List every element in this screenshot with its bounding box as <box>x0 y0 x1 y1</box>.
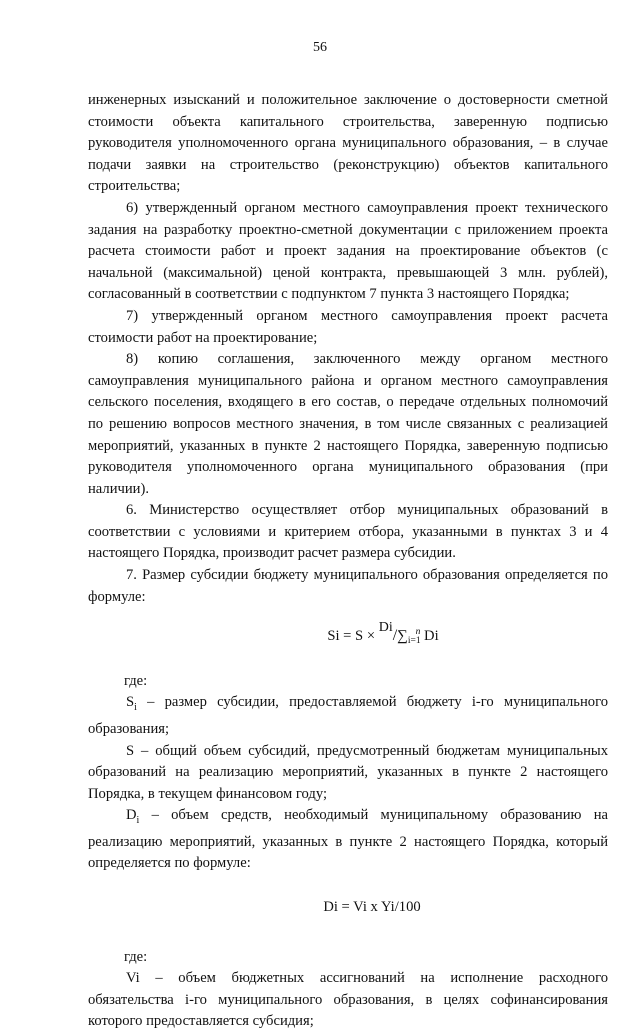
formula-subsidy <box>88 622 608 653</box>
paragraph-section-6: 6. Министерство осуществляет отбор муниципальных образований в соответствии с условиями и критерием отбора, указанными в пунктах 3 и 4 настоящего Порядка, производит расчет размера субсидии. <box>88 502 608 562</box>
where-label-2: где: <box>124 948 148 965</box>
formula-slash: / <box>392 627 398 645</box>
definition-symbol: Vi <box>126 970 140 987</box>
paragraph-item-7: 7) утвержденный органом местного самоуправления проект расчета стоимости работ на проектирование; <box>88 307 608 346</box>
paragraph-section-7: 7. Размер субсидии бюджету муниципального образования определяется по формуле: <box>88 567 608 605</box>
definition-text: – общий объем субсидий, предусмотренный бюджетам муниципальных образований на реализацию мероприятий, указанных в пункте 2 настоящего Порядка, в текущем финансовом году; <box>88 742 608 802</box>
document-body <box>88 90 608 1033</box>
definition-symbol: S <box>126 742 135 759</box>
formula-numerator: Di <box>378 620 393 636</box>
definition-text: – объем бюджетных ассигнований на исполнение расходного обязательства i-го муниципального образования, в целях софинансирования которого предоставляется субсидия; <box>88 970 608 1030</box>
definition-s <box>88 741 608 806</box>
formula-sigma: ∑ <box>397 628 408 645</box>
formula-tail: Di <box>424 628 439 645</box>
definition-text: – объем средств, необходимый муниципальному образованию на реализацию мероприятий, указанных в пункте 2 настоящего Порядка, который определяется по формуле: <box>88 807 608 872</box>
paragraph-item-6: 6) утвержденный органом местного самоуправления проект технического задания на разработку проектно-сметной документации с приложением проекта расчета стоимости работ и проект задания на проектирование объектов (с начальной (максимальной) ценой контракта, превышающей 3 млн. рублей), согласованный в соответствии с подпунктом 7 пункта 3 настоящего Порядка; <box>88 199 608 303</box>
definition-si <box>88 692 608 740</box>
definition-symbol: S <box>126 694 135 711</box>
definition-vi <box>88 968 608 1033</box>
formula-sum-lower: i=1 <box>407 636 421 647</box>
definition-text: – размер субсидии, предоставляемой бюджету i-го муниципального образования; <box>88 694 608 737</box>
page-number: 56 <box>313 40 327 55</box>
definition-subscript: i <box>134 702 137 714</box>
definition-subscript: i <box>136 815 140 827</box>
definition-di <box>88 805 608 875</box>
formula-sum-upper: n <box>415 627 421 638</box>
formula-lhs: Si = S × <box>327 628 376 645</box>
paragraph-item-8: 8) копию соглашения, заключенного между органом местного самоуправления муниципального района и органом местного самоуправления сельского поселения, входящего в его состав, о передаче отдельных полномочий по решению вопросов местного значения, в том числе связанных с реализацией мероприятий, указанных в пункте 2 настоящего Порядка, заверенную подписью руководителя уполномоченного органа муниципального образования (при наличии). <box>88 351 608 497</box>
where-label-1: где: <box>124 672 148 689</box>
paragraph-continuation: инженерных изысканий и положительное заключение о достоверности сметной стоимости объекта капитального строительства, заверенную подписью руководителя уполномоченного органа муниципального образования, – в случае подачи заявки на строительство (реконструкцию) объектов капитального строительства; <box>88 92 608 195</box>
formula-di: Di = Vi x Yi/100 <box>323 899 421 915</box>
definition-symbol: D <box>126 807 137 824</box>
